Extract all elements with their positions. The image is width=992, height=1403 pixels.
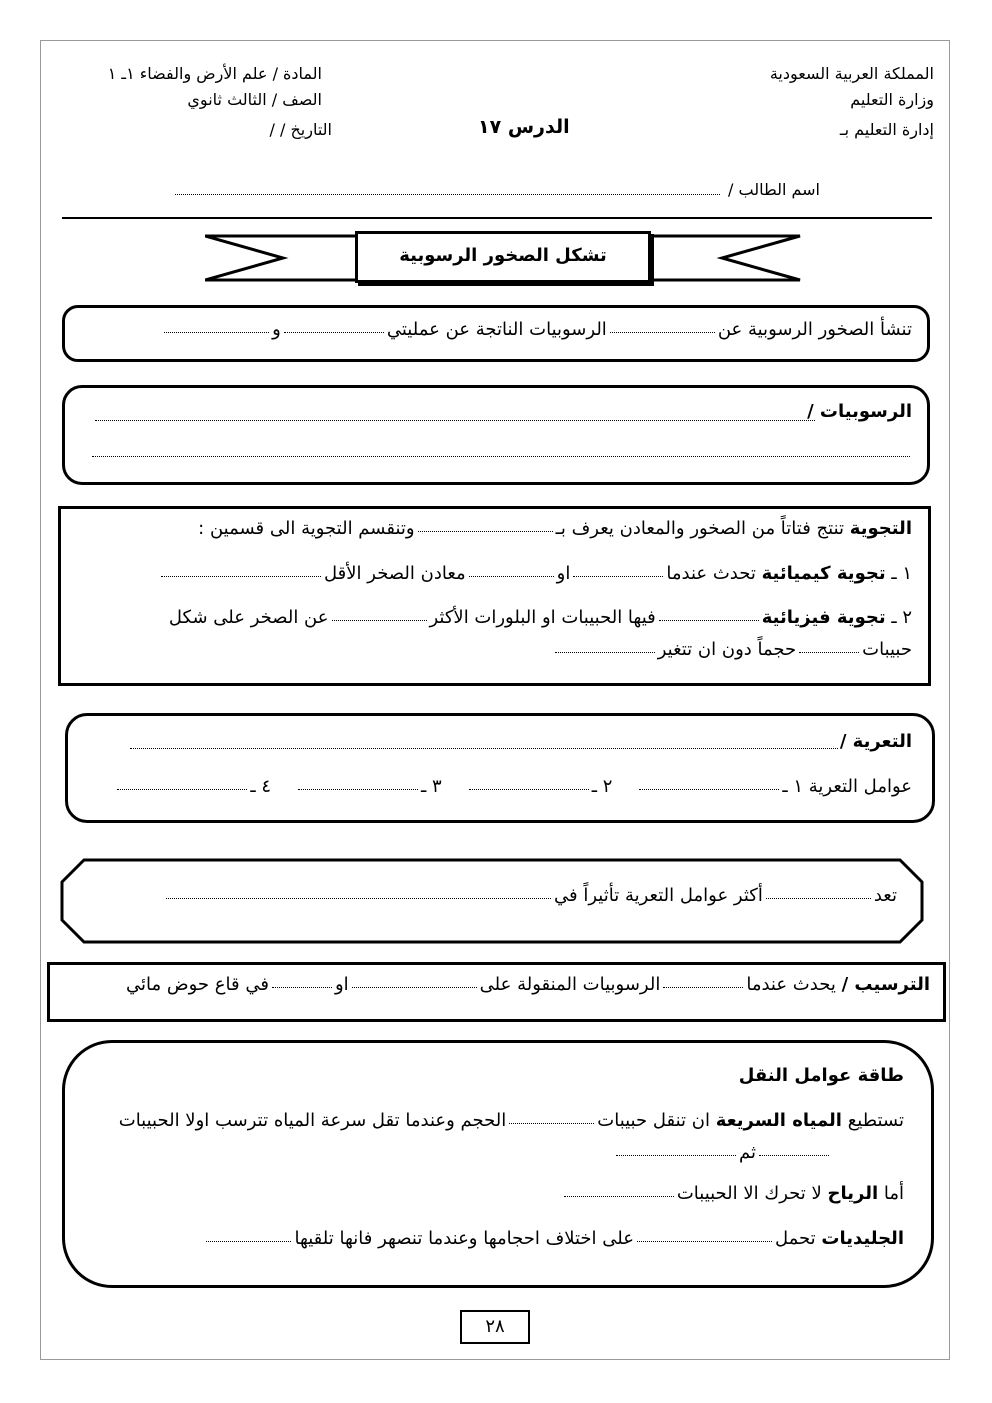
blank-factor-3[interactable] [298,788,418,790]
grade-line: الصف / الثالث ثانوي [187,90,322,109]
blank-glaciers-1[interactable] [637,1240,772,1242]
blank-chemical-3[interactable] [161,575,321,577]
origin-text-a: تنشأ الصخور الرسوبية عن [717,319,912,340]
water-text-c: الحجم وعندما تقل سرعة المياه تترسب اولا الحبيبات [118,1110,507,1131]
deposition-text-c: او [334,974,349,995]
erosion-definition-blank[interactable] [130,748,838,749]
blank-weathering-1[interactable] [418,530,553,532]
blank-deposition-1[interactable] [663,986,743,988]
wind-label: الرياح [827,1183,879,1204]
blank-origin-3[interactable] [164,331,269,333]
student-name-field[interactable] [175,194,720,195]
kingdom-name: المملكة العربية السعودية [769,64,934,83]
header-divider [62,217,932,219]
factor-number-3: ٣ ـ [421,776,442,797]
blank-physical-3[interactable] [799,651,859,653]
fast-water-line [119,1110,904,1131]
chemical-text-b: او [556,563,571,584]
blank-glaciers-2[interactable] [206,1240,291,1242]
blank-agent-1[interactable] [766,897,871,899]
glaciers-text-a: تحمل [774,1228,816,1249]
deposition-text-d: في قاع حوض مائي [126,974,269,995]
page-number: ٢٨ [460,1310,530,1344]
blank-deposition-2[interactable] [352,986,477,988]
lesson-title: تشكل الصخور الرسوبية [355,231,651,283]
blank-physical-2[interactable] [332,619,427,621]
blank-factor-4[interactable] [117,788,247,790]
blank-factor-1[interactable] [639,788,779,790]
glaciers-text-b: على اختلاف احجامها وعندما تنصهر فانها تلقيها [294,1228,634,1249]
lesson-number: الدرس ١٧ [478,116,570,138]
education-dept: إدارة التعليم بـ [839,120,934,139]
physical-text-c: حبيبات [862,639,912,660]
weathering-text-b: وتنقسم التجوية الى قسمين : [198,518,415,539]
agent-text-a: تعد [873,885,897,906]
water-text-a: تستطيع [847,1110,904,1131]
chemical-weathering-line [158,563,912,584]
weathering-text-a: تنتج فتاتاً من الصخور والمعادن يعرف بـ [555,518,845,539]
blank-agent-2[interactable] [166,897,551,899]
blank-wind[interactable] [564,1195,674,1197]
item-number-2: ٢ ـ [891,607,912,628]
factor-number-2: ٢ ـ [591,776,613,797]
agent-text-b: أكثر عوامل التعرية تأثيراً في [554,885,763,906]
sediments-box [62,385,930,485]
sediments-label: الرسوبيات / [807,401,912,422]
factor-number-4: ٤ ـ [250,776,272,797]
student-name-label: اسم الطالب / [728,180,820,199]
fast-water-line-2 [613,1142,832,1163]
blank-origin-1[interactable] [610,331,715,333]
erosion-factors-text: عوامل التعرية ١ ـ [782,776,912,797]
erosion-label: التعرية / [839,731,912,752]
sediments-blank-2[interactable] [92,456,910,457]
wind-text-b: لا تحرك الا الحبيبات [676,1183,822,1204]
physical-weathering-line-2 [552,639,912,660]
deposition-line [126,974,930,995]
wind-text-a: أما [883,1183,904,1204]
weathering-line-1 [198,518,912,539]
deposition-text-b: الرسوبيات المنقولة على [479,974,661,995]
physical-text-b: عن الصخر على شكل [168,607,329,628]
blank-water-2[interactable] [759,1154,829,1156]
physical-text-d: حجماً دون ان تتغير [657,639,797,660]
blank-chemical-2[interactable] [469,575,554,577]
water-text-d: ثم [739,1142,756,1163]
physical-weathering-line [169,607,912,628]
weathering-label: التجوية [849,518,912,539]
glaciers-label: الجليديات [821,1228,904,1249]
ministry-name: وزارة التعليم [850,90,934,109]
water-text-b: ان تنقل حبيبات [597,1110,710,1131]
deposition-label: الترسيب / [841,974,930,995]
erosion-agent-line [163,885,897,906]
physical-label: تجوية فيزيائية [761,607,886,628]
blank-water-3[interactable] [616,1154,736,1156]
sediments-blank-1[interactable] [95,420,815,421]
blank-physical-4[interactable] [555,651,655,653]
chemical-label: تجوية كيميائية [761,563,886,584]
blank-deposition-3[interactable] [272,986,332,988]
transport-heading: طاقة عوامل النقل [738,1065,904,1086]
blank-water-1[interactable] [509,1122,594,1124]
physical-text-a: فيها الحبيبات او البلورات الأكثر [429,607,656,628]
erosion-box [65,713,935,823]
glaciers-line [203,1228,904,1249]
blank-chemical-1[interactable] [573,575,663,577]
blank-physical-1[interactable] [659,619,759,621]
wind-line [561,1183,904,1204]
origin-sentence [161,319,912,340]
origin-text-c: و [272,319,281,340]
subject-line: المادة / علم الأرض والفضاء ١ـ ١ [107,64,322,83]
chemical-text-c: معادن الصخر الأقل [324,563,466,584]
blank-factor-2[interactable] [469,788,589,790]
blank-origin-2[interactable] [284,331,384,333]
chemical-text-a: تحدث عندما [666,563,756,584]
date-line: التاريخ / / [269,120,332,139]
origin-text-b: الرسوبيات الناتجة عن عمليتي [386,319,607,340]
fast-water-label: المياه السريعة [715,1110,842,1131]
deposition-text-a: يحدث عندما [746,974,836,995]
item-number-1: ١ ـ [891,563,912,584]
erosion-factors-line [114,776,912,797]
